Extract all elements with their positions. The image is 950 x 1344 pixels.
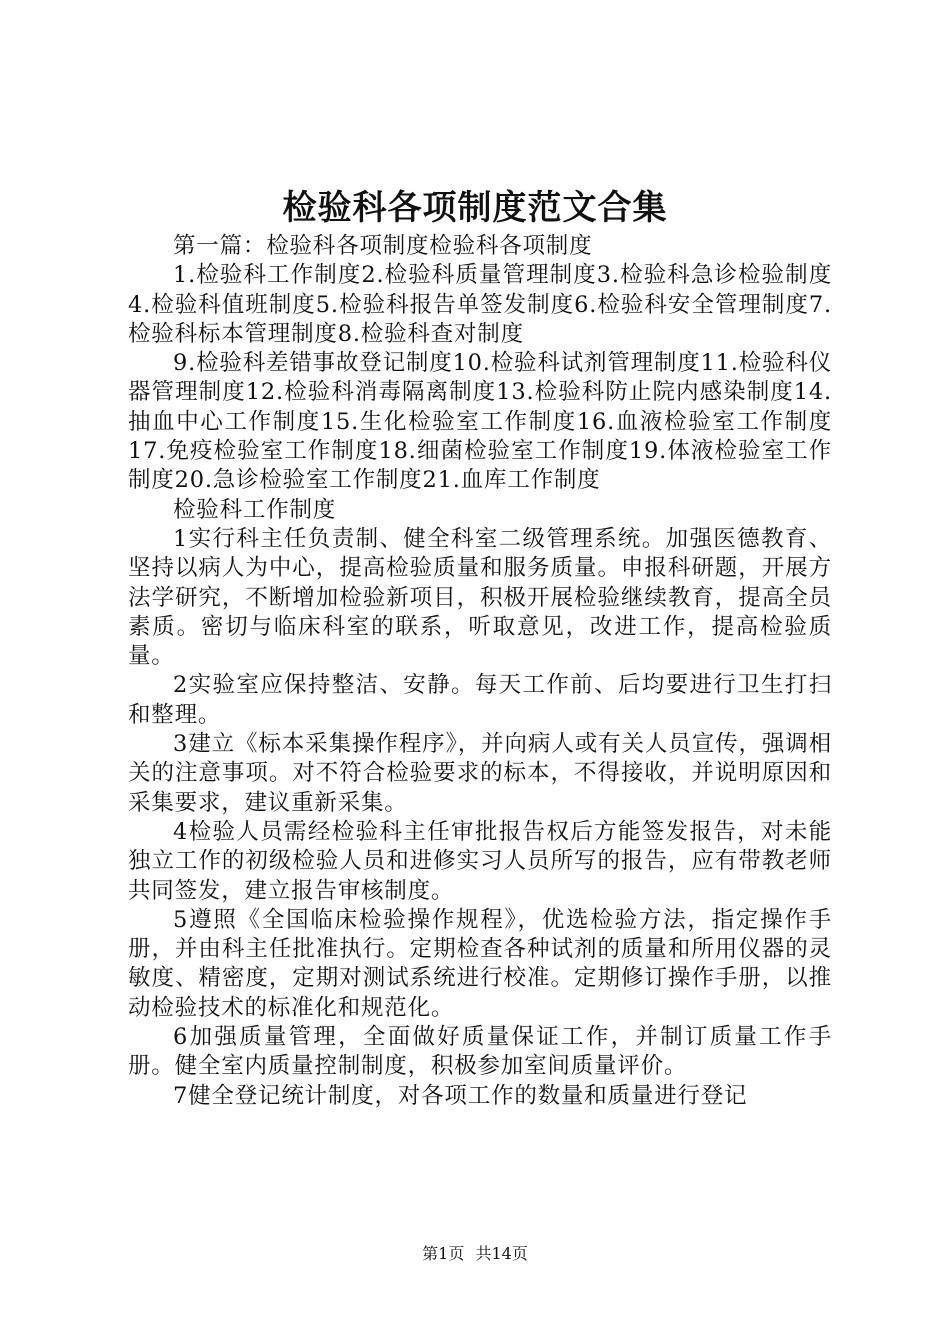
paragraph-item-6: 6加强质量管理，全面做好质量保证工作，并制订质量工作手册。健全室内质量控制制度，积极参加室间质量评价。 [128, 1024, 832, 1080]
paragraph-subheading: 检验科工作制度 [173, 496, 337, 523]
paragraph-item-2: 2实验室应保持整洁、安静。每天工作前、后均要进行卫生打扫和整理。 [128, 672, 832, 728]
paragraph-item-1: 1实行科主任负责制、健全科室二级管理系统。加强医德教育、坚持以病人为中心，提高检验质量和服务质量。申报科研题，开展方法学研究，不断增加检验新项目，积极开展检验继续教育，提高全员素质。密切与临床科室的联系，听取意见，改进工作，提高检验质量。 [128, 525, 832, 670]
paragraph-item-5: 5遵照《全国临床检验操作规程》，优选检验方法，指定操作手册，并由科主任批准执行。定期检查各种试剂的质量和所用仪器的灵敏度、精密度，定期对测试系统进行校准。定期修订操作手册，以推动检验技术的标准化和规范化。 [128, 906, 832, 1021]
page-total: 共14页 [475, 1244, 528, 1263]
paragraph-section-heading: 第一篇：检验科各项制度检验科各项制度 [173, 233, 593, 259]
document-body [128, 232, 832, 1111]
paragraph-item-7: 7健全登记统计制度，对各项工作的数量和质量进行登记 [173, 1082, 748, 1109]
page-number: 第1页 [422, 1244, 465, 1263]
paragraph-item-3: 3建立《标本采集操作程序》，并向病人或有关人员宣传，强调相关的注意事项。对不符合检验要求的标本，不得接收，并说明原因和采集要求，建议重新采集。 [128, 731, 832, 816]
paragraph-list-1: 1.检验科工作制度2.检验科质量管理制度3.检验科急诊检验制度4.检验科值班制度5.检验科报告单签发制度6.检验科安全管理制度7.检验科标本管理制度8.检验科查对制度 [128, 262, 832, 347]
page-footer [0, 1243, 950, 1265]
paragraph-item-4: 4检验人员需经检验科主任审批报告权后方能签发报告，对未能独立工作的初级检验人员和进修实习人员所写的报告，应有带教老师共同签发，建立报告审核制度。 [128, 818, 832, 904]
document-title: 检验科各项制度范文合集 [282, 188, 668, 228]
paragraph-list-2: 9.检验科差错事故登记制度10.检验科试剂管理制度11.检验科仪器管理制度12.检验科消毒隔离制度13.检验科防止院内感染制度14.抽血中心工作制度15.生化检验室工作制度16.血液检验室工作制度17.免疫检验室工作制度18.细菌检验室工作制度19.体液检验室工作制度20.急诊检验室工作制度21.血库工作制度 [128, 350, 832, 494]
